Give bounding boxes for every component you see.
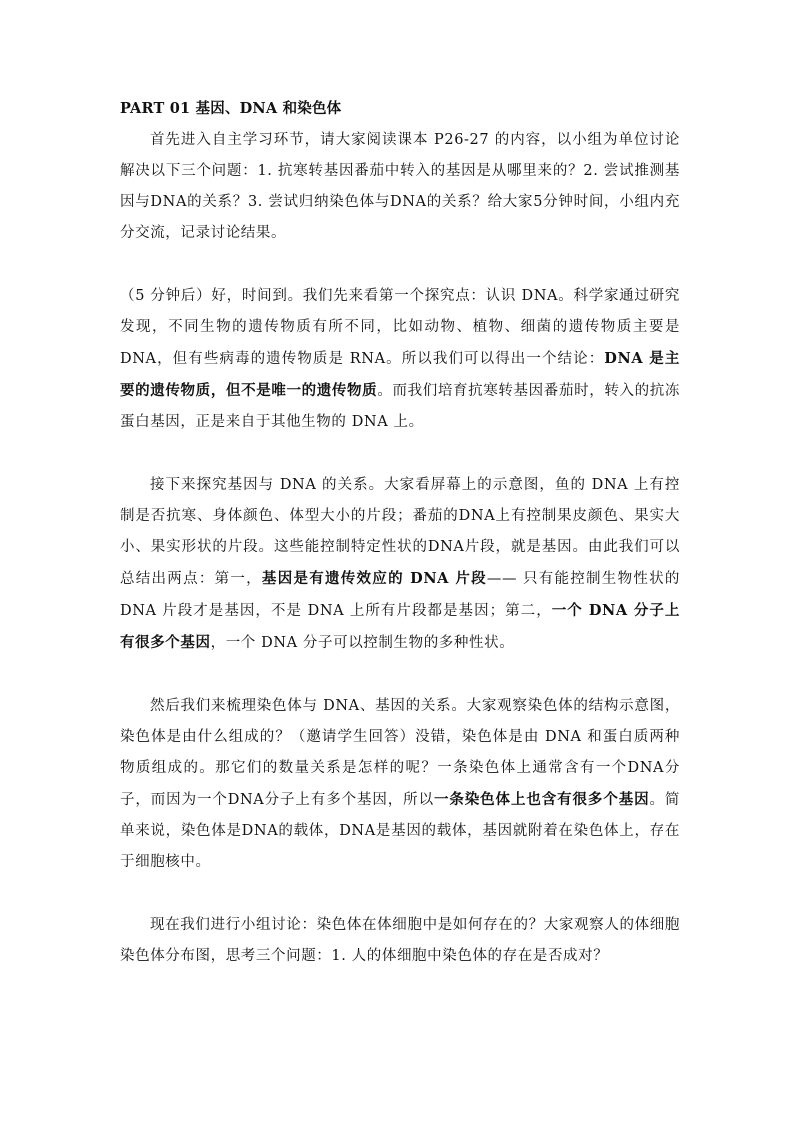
paragraph-gene-dna-text-3: ，一个 DNA 分子可以控制生物的多种性状。 xyxy=(210,635,515,651)
paragraph-group-discussion: 现在我们进行小组讨论：染色体在体细胞中是如何存在的？大家观察人的体细胞染色体分布图，思考三个问题：1. 人的体细胞中染色体的存在是否成对？ xyxy=(120,917,680,964)
document-page xyxy=(120,94,680,972)
paragraph-dna xyxy=(120,281,680,438)
paragraph-gene-dna-text-2: —— 只有能控制生物性状的 DNA 片段才是基因，不是 DNA 上所有片段都是基因；第二， xyxy=(120,571,680,619)
paragraph-gene-dna-bold-2: 一个 DNA 分子上有很多个基因 xyxy=(120,602,680,651)
paragraph-chromosome-text-1: 然后我们来梳理染色体与 DNA、基因的关系。大家观察染色体的结构示意图，染色体是由什么组成的？（邀请学生回答）没错，染色体是由 DNA 和蛋白质两种物质组成的。那它们的数量关系是怎样的呢？一条染色体上通常含有一个DNA分子，而因为一个DNA分子上有多个基因，所以 xyxy=(120,698,680,808)
paragraph-chromosome xyxy=(120,691,680,878)
paragraph-dna-text-1: （5 分钟后）好，时间到。我们先来看第一个探究点：认识 DNA。科学家通过研究发现，不同生物的遗传物质有所不同，比如动物、植物、细菌的遗传物质主要是 DNA，但有些病毒的遗传物质是 RNA。所以我们可以得出一个结论： xyxy=(120,288,680,367)
paragraph-dna-bold-conclusion: DNA 是主要的遗传物质，但不是唯一的遗传物质 xyxy=(120,350,680,399)
paragraph-chromosome-text-2: 。简单来说，染色体是DNA的载体，DNA是基因的载体，基因就附着在染色体上，存在于细胞核中。 xyxy=(120,792,681,870)
paragraph-gene-dna xyxy=(120,470,680,659)
paragraph-self-study: 首先进入自主学习环节，请大家阅读课本 P26-27 的内容，以小组为单位讨论解决以下三个问题：1. 抗寒转基因番茄中转入的基因是从哪里来的？2. 尝试推测基因与DNA的关系？3. 尝试归纳染色体与DNA的关系？给大家5分钟时间，小组内充分交流，记录讨论结果。 xyxy=(120,132,680,241)
paragraph-dna-text-2: 。而我们培育抗寒转基因番茄时，转入的抗冻蛋白基因，正是来自于其他生物的 DNA 上。 xyxy=(120,383,680,430)
paragraph-chromosome-bold: 一条染色体上也含有很多个基因 xyxy=(433,791,650,808)
section-heading: PART 01 基因、DNA 和染色体 xyxy=(120,100,342,117)
paragraph-gene-dna-text-1: 接下来探究基因与 DNA 的关系。大家看屏幕上的示意图，鱼的 DNA 上有控制是否抗寒、身体颜色、体型大小的片段；番茄的DNA上有控制果皮颜色、果实大小、果实形状的片段。这些能控制特定性状的DNA片段，就是基因。由此我们可以总结出两点：第一， xyxy=(120,477,680,587)
paragraph-gene-dna-bold-1: 基因是有遗传效应的 DNA 片段 xyxy=(261,570,487,587)
